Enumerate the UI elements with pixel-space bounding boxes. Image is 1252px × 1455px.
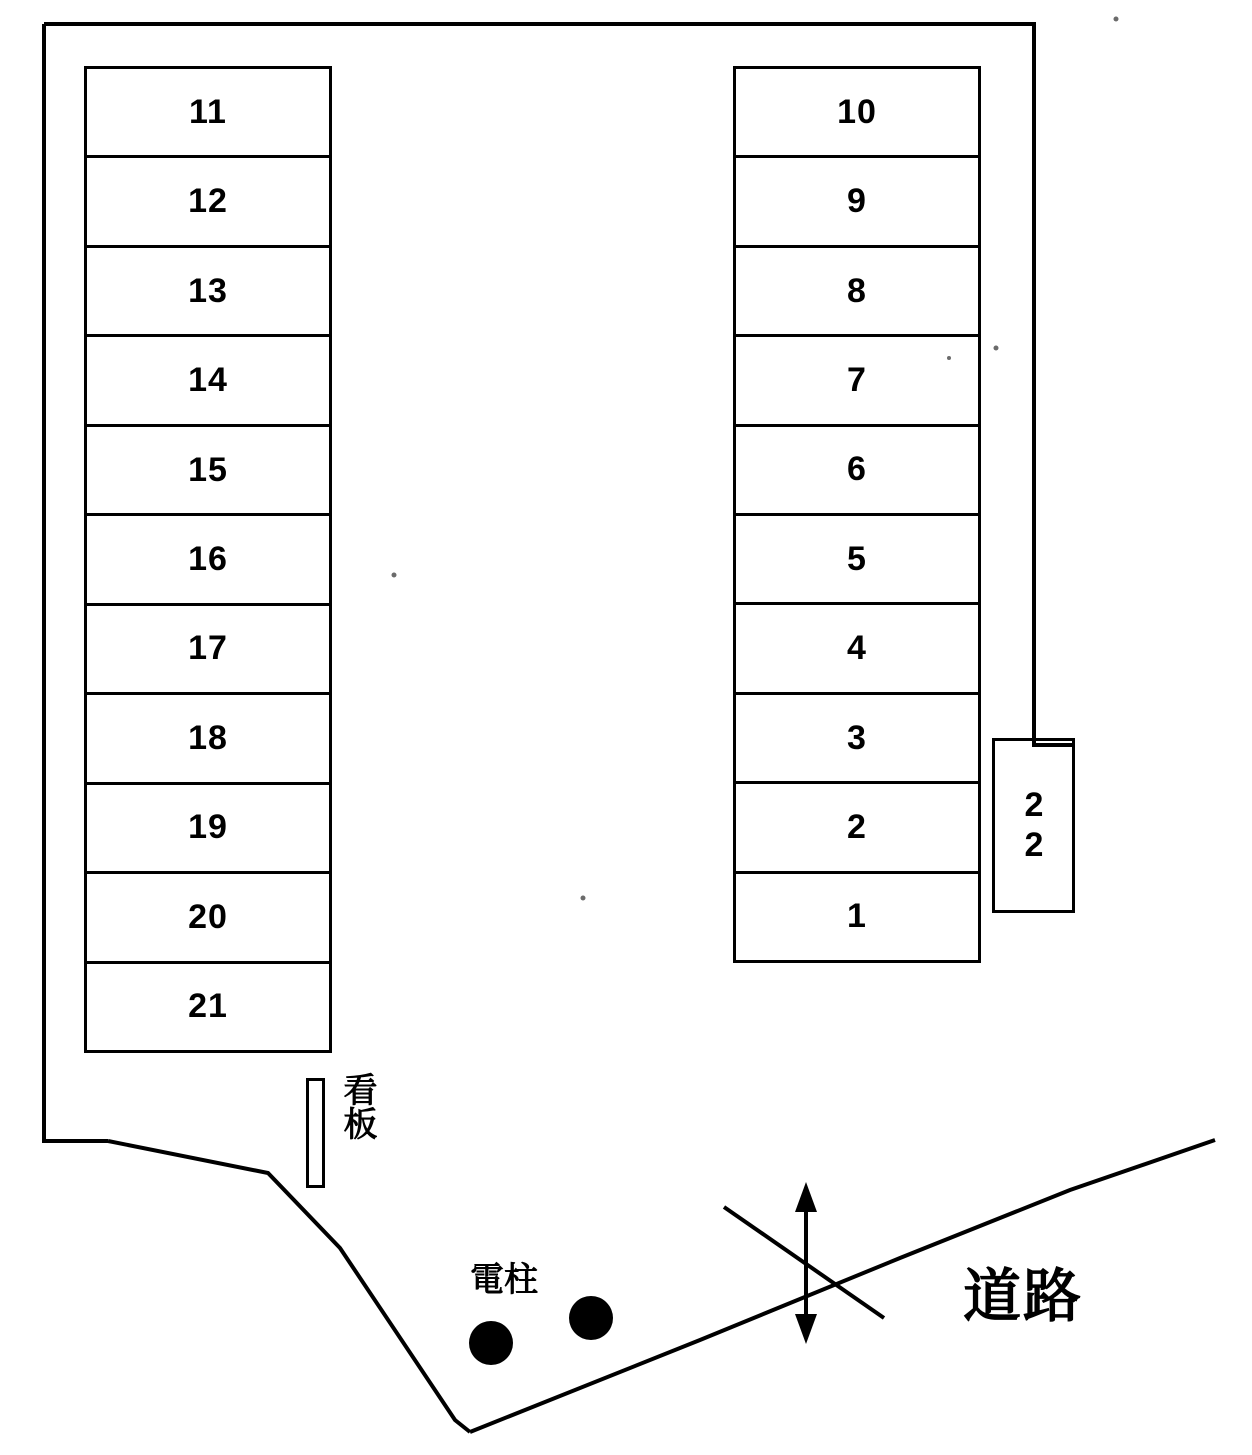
right-stall-column [733, 66, 981, 963]
stall-8[interactable]: 8 [736, 248, 978, 337]
stall-21[interactable]: 21 [188, 987, 228, 1026]
stall-10[interactable]: 10 [736, 69, 978, 158]
stall-17[interactable]: 17 [87, 606, 329, 695]
stall-15[interactable]: 15 [87, 427, 329, 516]
stall-22-label: 22 [1015, 785, 1053, 866]
stall-14[interactable]: 14 [87, 337, 329, 426]
stall-4[interactable]: 4 [736, 605, 978, 694]
signboard-marker [306, 1078, 325, 1188]
road-frontage-line [108, 1141, 470, 1432]
road-label: 道路 [963, 1264, 1084, 1329]
stall-12[interactable]: 12 [87, 158, 329, 247]
stall-2[interactable]: 2 [736, 784, 978, 873]
utility-pole-icon-2 [569, 1296, 613, 1340]
stall-9[interactable]: 9 [736, 158, 978, 247]
road-frontage-line-right [470, 1140, 1215, 1432]
stall-18[interactable]: 18 [87, 695, 329, 784]
stall-11[interactable]: 11 [87, 69, 329, 158]
stall-20[interactable]: 20 [87, 874, 329, 963]
stall-16[interactable]: 16 [87, 516, 329, 605]
two-way-arrow-icon [795, 1182, 817, 1344]
stall-7[interactable]: 7 [736, 337, 978, 426]
stall-6[interactable]: 6 [736, 427, 978, 516]
stall-22[interactable] [992, 738, 1075, 913]
scan-speck [994, 346, 999, 351]
stall-3[interactable]: 3 [736, 695, 978, 784]
scan-speck [1114, 17, 1119, 22]
left-stall-column [84, 66, 332, 1053]
utility-pole-icon-1 [469, 1321, 513, 1365]
scan-speck [392, 573, 397, 578]
signboard-label: 看板 [338, 1072, 376, 1140]
stall-19[interactable]: 19 [87, 785, 329, 874]
scan-speck [581, 896, 586, 901]
utility-pole-label: 電柱 [470, 1261, 538, 1299]
stall-1[interactable]: 1 [847, 897, 867, 936]
stall-13[interactable]: 13 [87, 248, 329, 337]
stall-5[interactable]: 5 [736, 516, 978, 605]
